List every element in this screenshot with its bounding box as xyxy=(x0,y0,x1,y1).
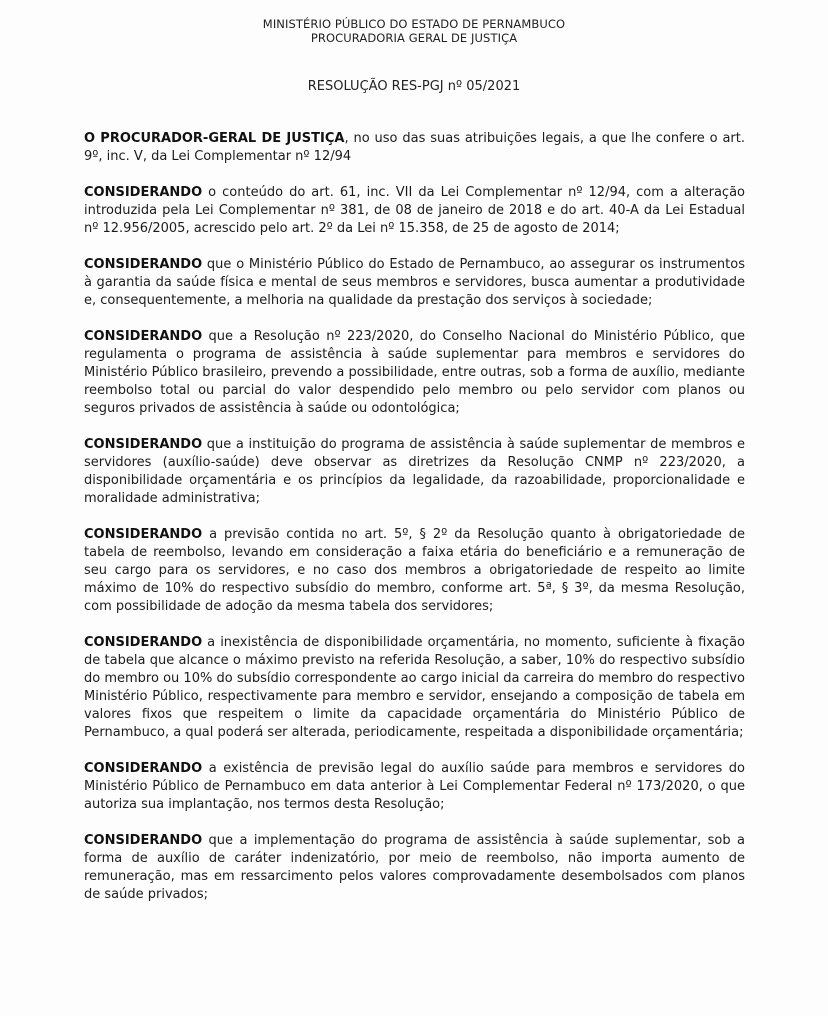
paragraph-lead: CONSIDERANDO xyxy=(84,761,203,776)
considerando-paragraph xyxy=(84,184,745,238)
paragraph-text: a existência de previsão legal do auxílio saúde para membros e servidores do Ministério Público de Pernambuco em data anterior à Lei Complementar Federal nº 173/2020, o que autoriza sua implantação, nos termos desta Resolução; xyxy=(84,761,745,812)
considerando-paragraph xyxy=(84,256,745,310)
paragraph-text: a inexistência de disponibilidade orçamentária, no momento, suficiente à fixação de tabela que alcance o máximo previsto na referida Resolução, a saber, 10% do respectivo subsídio do membro ou 10% do subsídio correspondente ao cargo inicial da carreira do membro do respectivo Ministério Público, respectivamente para membro e servidor, ensejando a composição de tabela em valores fixos que respeitem o limite da capacidade orçamentária do Ministério Público de Pernambuco, a qual poderá ser alterada, periodicamente, respeitada a disponibilidade orçamentária; xyxy=(84,635,745,740)
paragraph-text: que a implementação do programa de assistência à saúde suplementar, sob a forma de auxílio de caráter indenizatório, por meio de reembolso, não importa aumento de remuneração, mas em ressarcimento pelos valores comprovadamente desembolsados com planos de saúde privados; xyxy=(84,833,745,902)
considerando-paragraph xyxy=(84,760,745,814)
considerando-paragraph xyxy=(84,328,745,418)
considerando-paragraph xyxy=(84,634,745,742)
header-department: PROCURADORIA GERAL DE JUSTIÇA xyxy=(310,31,518,45)
paragraph-text: que a instituição do programa de assistência à saúde suplementar de membros e servidores (auxílio-saúde) deve observar as diretrizes da Resolução CNMP nº 223/2020, a disponibilidade orçamentária e os princípios da legalidade, da razoabilidade, proporcionalidade e moralidade administrativa; xyxy=(84,437,745,506)
paragraph-lead: CONSIDERANDO xyxy=(84,635,203,650)
considerando-paragraph xyxy=(84,832,745,904)
header-institution: MINISTÉRIO PÚBLICO DO ESTADO DE PERNAMBUCO xyxy=(262,17,566,31)
document-body xyxy=(84,130,745,922)
paragraph-lead: CONSIDERANDO xyxy=(84,329,203,344)
preamble-paragraph xyxy=(84,130,745,166)
paragraph-text: o conteúdo do art. 61, inc. VII da Lei Complementar nº 12/94, com a alteração introduzida pela Lei Complementar nº 381, de 08 de janeiro de 2018 e do art. 40-A da Lei Estadual nº 12.956/2005, acrescido pelo art. 2º da Lei nº 15.358, de 25 de agosto de 2014; xyxy=(84,185,745,236)
paragraph-lead: CONSIDERANDO xyxy=(84,833,203,848)
considerando-paragraph xyxy=(84,436,745,508)
document-header xyxy=(0,17,828,45)
paragraph-text: a previsão contida no art. 5º, § 2º da Resolução quanto à obrigatoriedade de tabela de reembolso, levando em consideração a faixa etária do beneficiário e a remuneração de seu cargo para os servidores, e no caso dos membros a obrigatoriedade de respeito ao limite máximo de 10% do respectivo subsídio do membro, conforme art. 5ª, § 3º, da mesma Resolução, com possibilidade de adoção da mesma tabela dos servidores; xyxy=(84,527,745,614)
paragraph-text: que o Ministério Público do Estado de Pernambuco, ao assegurar os instrumentos à garantia da saúde física e mental de seus membros e servidores, busca aumentar a produtividade e, consequentemente, a melhoria na qualidade da prestação dos serviços à sociedade; xyxy=(84,257,745,308)
paragraph-lead: CONSIDERANDO xyxy=(84,185,203,200)
paragraph-text: , no uso das suas atribuições legais, a que lhe confere o art. 9º, inc. V, da Lei Complementar nº 12/94 xyxy=(84,131,746,164)
paragraph-lead: O PROCURADOR-GERAL DE JUSTIÇA xyxy=(84,131,345,146)
paragraph-lead: CONSIDERANDO xyxy=(84,257,203,272)
paragraph-lead: CONSIDERANDO xyxy=(84,527,203,542)
considerando-paragraph xyxy=(84,526,745,616)
resolution-title: RESOLUÇÃO RES-PGJ nº 05/2021 xyxy=(307,79,521,94)
paragraph-text: que a Resolução nº 223/2020, do Conselho Nacional do Ministério Público, que regulamenta o programa de assistência à saúde suplementar para membros e servidores do Ministério Público brasileiro, prevendo a possibilidade, entre outras, sob a forma de auxílio, mediante reembolso total ou parcial do valor despendido pelo membro ou pelo servidor com planos ou seguros privados de assistência à saúde ou odontológica; xyxy=(84,329,745,416)
paragraph-lead: CONSIDERANDO xyxy=(84,437,203,452)
